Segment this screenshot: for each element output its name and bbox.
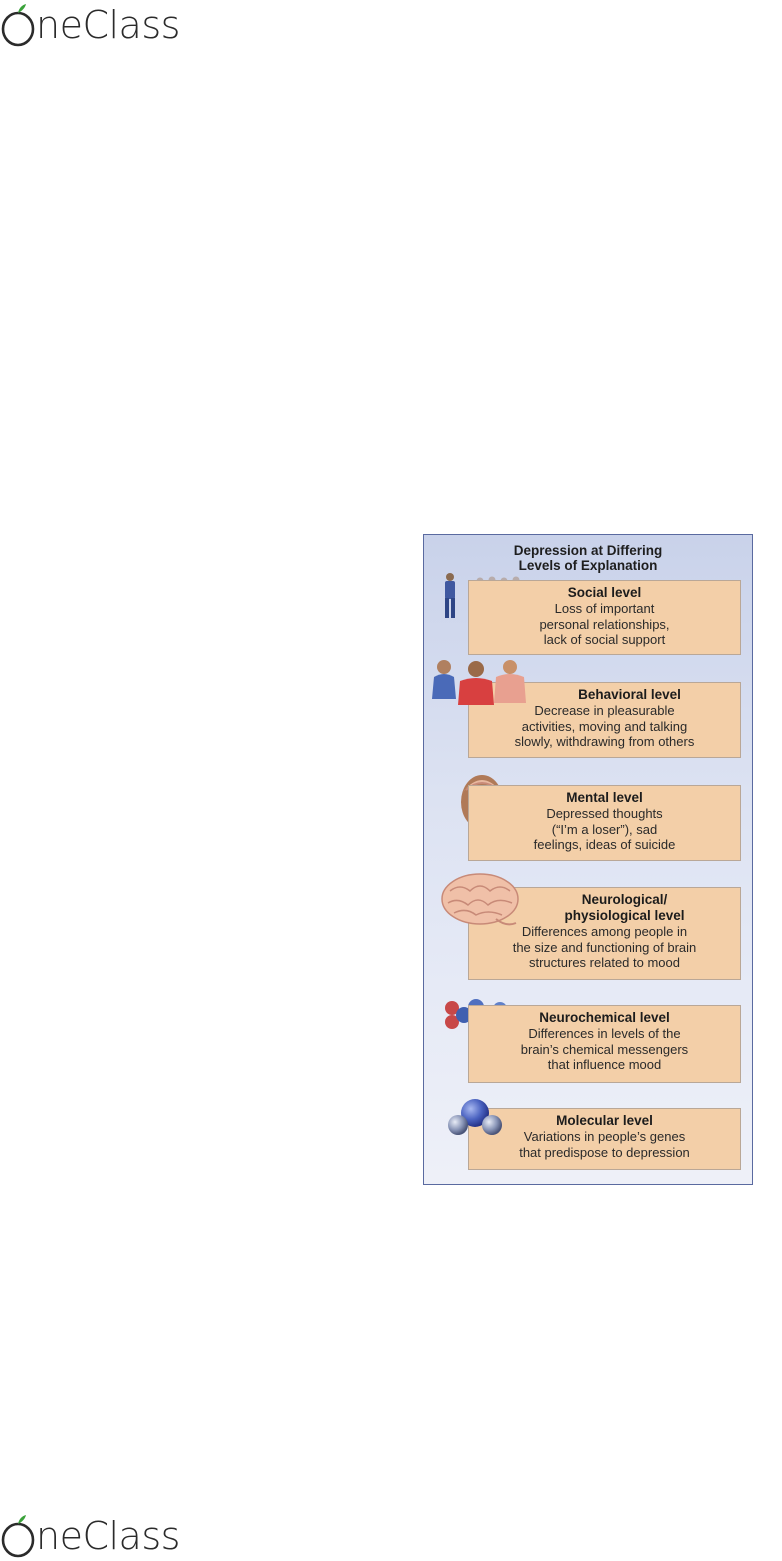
level-title: Behavioral level (578, 687, 681, 702)
level-desc-line: slowly, withdrawing from others (514, 734, 695, 749)
level-desc-line: that influence mood (547, 1057, 662, 1072)
level-desc-line: Depressed thoughts (546, 806, 663, 821)
level-desc-line: (“I’m a loser”), sad (551, 821, 658, 837)
oneclass-logo-top (0, 2, 180, 48)
level-desc-line: structures related to mood (528, 955, 681, 970)
level-title: Social level (567, 585, 642, 600)
three-people-icon (430, 655, 534, 713)
level-box-mental (468, 785, 741, 861)
level-desc-line: that predispose to depression (519, 1144, 690, 1160)
figure-title-line2: Levels of Explanation (518, 558, 658, 573)
figure-title (424, 543, 752, 573)
level-title: Molecular level (556, 1113, 653, 1128)
level-box-molecular (468, 1108, 741, 1170)
level-desc-line: Differences in levels of the (528, 1026, 681, 1041)
level-box-neurochemical (468, 1005, 741, 1083)
oneclass-logo-bottom (0, 1513, 180, 1559)
level-title: Mental level (566, 790, 643, 805)
level-desc-line: activities, moving and talking (521, 718, 688, 734)
level-desc-line: the size and functioning of brain (512, 939, 697, 955)
level-desc-line: Variations in people’s genes (523, 1129, 686, 1144)
level-title-line2: physiological level (564, 908, 685, 923)
level-desc-line: feelings, ideas of suicide (533, 837, 676, 852)
level-title: Neurochemical level (539, 1010, 670, 1025)
brain-icon (440, 871, 524, 929)
levels-of-explanation-figure (423, 534, 753, 1185)
level-desc-line: Decrease in pleasurable (534, 703, 675, 718)
level-desc-line: Loss of important (554, 601, 655, 616)
logo-text: neClass (36, 3, 180, 47)
level-desc-line: personal relationships, (539, 616, 670, 632)
level-desc-line: lack of social support (543, 632, 666, 647)
level-desc-line: Differences among people in (521, 924, 688, 939)
atom-spheres-icon (446, 1097, 504, 1137)
logo-text: neClass (36, 1514, 180, 1558)
figure-title-line1: Depression at Differing (513, 543, 663, 558)
apple-o-icon (0, 2, 40, 48)
level-desc-line: brain’s chemical messengers (520, 1041, 689, 1057)
level-title-line1: Neurological/ (581, 892, 668, 907)
level-box-social (468, 580, 741, 655)
apple-o-icon (0, 1513, 40, 1559)
